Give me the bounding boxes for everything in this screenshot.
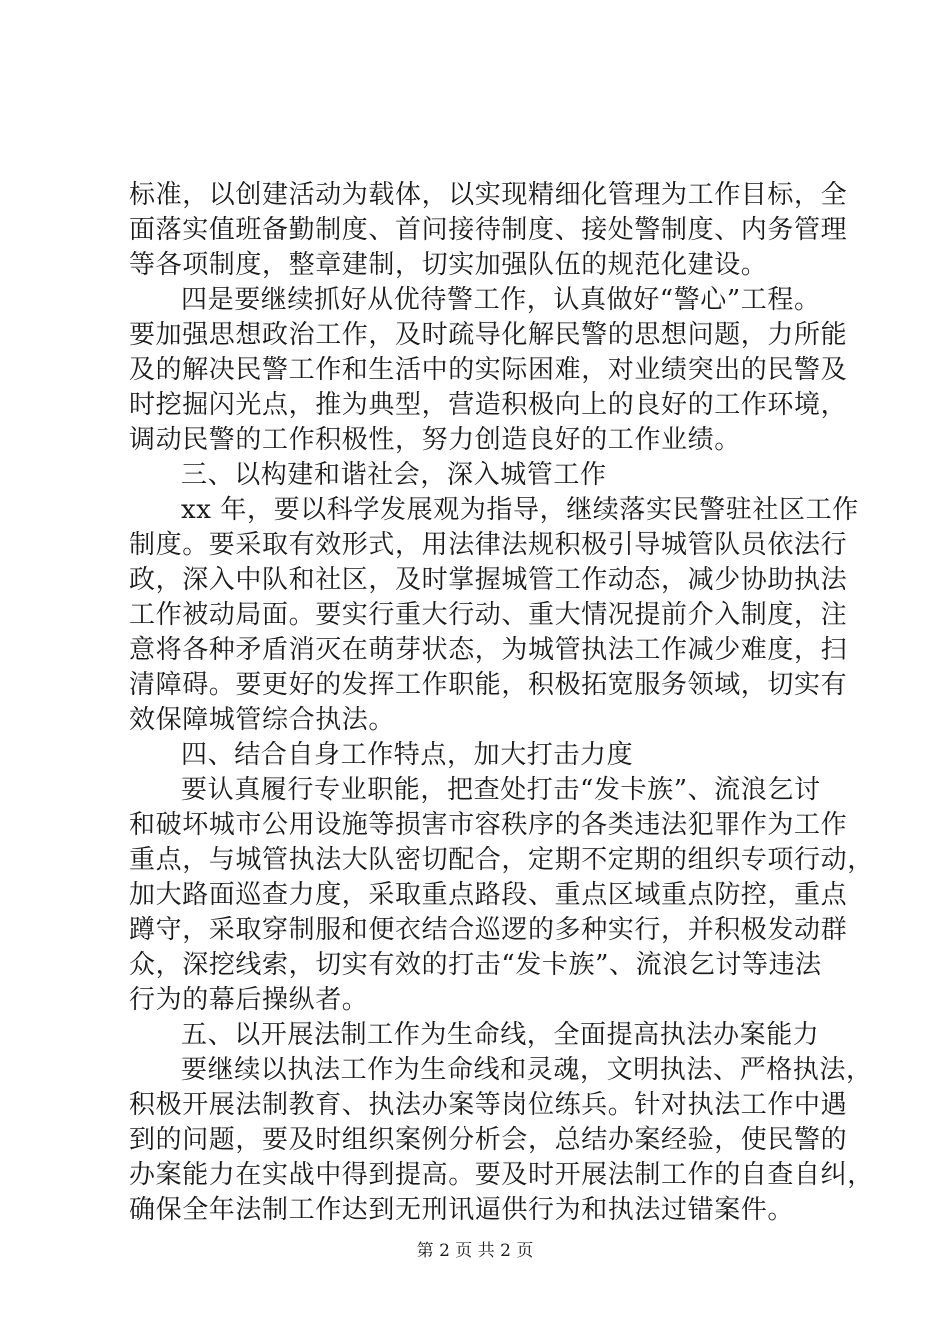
body-text-line: 及的解决民警工作和生活中的实际困难，对业绩突出的民警及 — [129, 355, 848, 385]
body-text-line: 时挖掘闪光点，推为典型，营造积极向上的良好的工作环境， — [129, 390, 848, 420]
body-text-line: 加大路面巡查力度，采取重点路段、重点区域重点防控，重点 — [129, 880, 848, 910]
body-text-line: 众，深挖线索，切实有效的打击“发卡族”、流浪乞讨等违法 — [129, 950, 822, 980]
section-heading: 三、以构建和谐社会，深入城管工作 — [181, 460, 607, 490]
body-text-line: 行为的幕后操纵者。 — [129, 985, 369, 1015]
body-text-line: 工作被动局面。要实行重大行动、重大情况提前介入制度，注 — [129, 600, 848, 630]
body-text-line: 要加强思想政治工作，及时疏导化解民警的思想问题，力所能 — [129, 320, 848, 350]
body-text-line: 标准，以创建活动为载体，以实现精细化管理为工作目标，全 — [129, 180, 848, 210]
body-text-line: 清障碍。要更好的发挥工作职能，积极拓宽服务领域，切实有 — [129, 670, 848, 700]
paragraph-start-line: xx 年，要以科学发展观为指导，继续落实民警驻社区工作 — [181, 495, 859, 525]
section-heading: 五、以开展法制工作为生命线，全面提高执法办案能力 — [181, 1020, 820, 1050]
body-text-line: 等各项制度，整章建制，切实加强队伍的规范化建设。 — [129, 250, 768, 280]
body-text-line: 重点，与城管执法大队密切配合，定期不定期的组织专项行动， — [129, 845, 874, 875]
section-heading: 四、结合自身工作特点，加大打击力度 — [181, 740, 634, 770]
body-text-line: 制度。要采取有效形式，用法律法规积极引导城管队员依法行 — [129, 530, 848, 560]
paragraph-start-line: 四是要继续抓好从优待警工作，认真做好“警心”工程。 — [181, 285, 821, 315]
body-text-line: 蹲守，采取穿制服和便衣结合巡逻的多种实行，并积极发动群 — [129, 915, 848, 945]
paragraph-start-line: 要认真履行专业职能，把查处打击“发卡族”、流浪乞讨 — [181, 775, 821, 805]
body-text-line: 意将各种矛盾消灭在萌芽状态，为城管执法工作减少难度，扫 — [129, 635, 848, 665]
body-text-line: 办案能力在实战中得到提高。要及时开展法制工作的自查自纠， — [129, 1160, 874, 1190]
body-text-line: 和破坏城市公用设施等损害市容秩序的各类违法犯罪作为工作 — [129, 810, 848, 840]
body-text-line: 政，深入中队和社区，及时掌握城管工作动态，减少协助执法 — [129, 565, 848, 595]
page-number-footer: 第 2 页 共 2 页 — [416, 1241, 534, 1261]
body-text-line: 确保全年法制工作达到无刑讯逼供行为和执法过错案件。 — [129, 1195, 795, 1225]
body-text-line: 效保障城管综合执法。 — [129, 705, 396, 735]
body-text-line: 积极开展法制教育、执法办案等岗位练兵。针对执法工作中遇 — [129, 1090, 848, 1120]
body-text-line: 到的问题，要及时组织案例分析会，总结办案经验，使民警的 — [129, 1125, 848, 1155]
body-text-line: 调动民警的工作积极性，努力创造良好的工作业绩。 — [129, 425, 741, 455]
paragraph-start-line: 要继续以执法工作为生命线和灵魂，文明执法、严格执法， — [181, 1055, 873, 1085]
body-text-line: 面落实值班备勤制度、首问接待制度、接处警制度、内务管理 — [129, 215, 848, 245]
